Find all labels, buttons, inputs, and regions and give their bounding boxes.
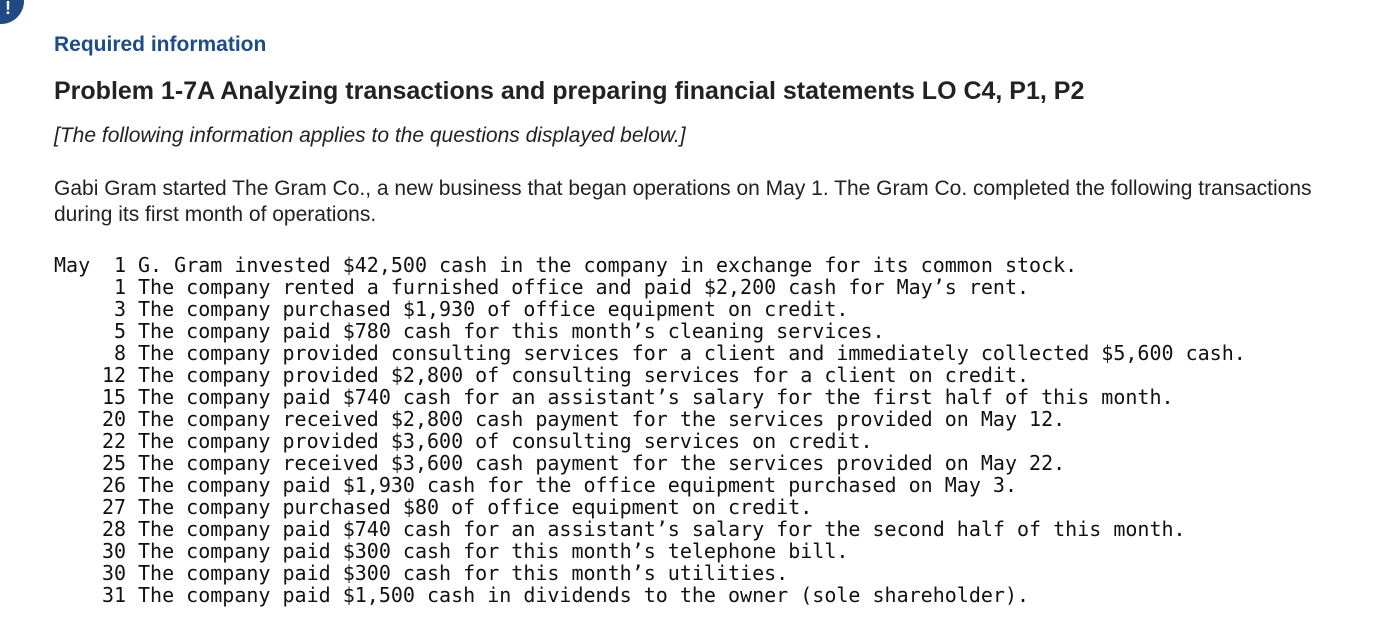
transaction-row — [54, 364, 1246, 386]
transaction-text: The company paid $740 cash for an assistant’s salary for the first half of this month. — [138, 385, 1174, 409]
transaction-text: The company rented a furnished office and paid $2,200 cash for May’s rent. — [138, 275, 1030, 299]
transaction-row — [54, 254, 1246, 276]
transaction-text: G. Gram invested $42,500 cash in the company in exchange for its common stock. — [138, 253, 1078, 277]
transaction-text: The company provided $3,600 of consulting services on credit. — [138, 429, 873, 453]
transaction-text: The company purchased $1,930 of office equipment on credit. — [138, 297, 849, 321]
transaction-row — [54, 342, 1246, 364]
intro-paragraph: Gabi Gram started The Gram Co., a new business that began operations on May 1. The Gram Co. completed the following transactions during its first month of operations. — [54, 177, 1312, 226]
transaction-text: The company paid $300 cash for this month’s telephone bill. — [138, 539, 849, 563]
transaction-text: The company purchased $80 of office equipment on credit. — [138, 495, 813, 519]
problem-title: Problem 1-7A Analyzing transactions and preparing financial statements LO C4, P1, P2 — [54, 77, 1085, 105]
transaction-day: 20 — [102, 407, 127, 431]
transaction-row — [54, 518, 1246, 540]
applies-note: [The following information applies to the questions displayed below.] — [54, 124, 686, 147]
transaction-row — [54, 320, 1246, 342]
transaction-day: 30 — [102, 561, 127, 585]
transaction-day: 1 — [113, 253, 126, 277]
transaction-list — [54, 254, 1246, 606]
transaction-day: 8 — [113, 341, 126, 365]
transaction-text: The company provided consulting services for a client and immediately collected $5,600 cash. — [138, 341, 1246, 365]
transaction-month: May — [54, 253, 91, 277]
transaction-day: 3 — [113, 297, 126, 321]
transaction-day: 12 — [102, 363, 127, 387]
transaction-text: The company paid $740 cash for an assistant’s salary for the second half of this month. — [138, 517, 1186, 541]
transaction-text: The company received $2,800 cash payment for the services provided on May 12. — [138, 407, 1066, 431]
transaction-row — [54, 452, 1246, 474]
transaction-text: The company paid $1,500 cash in dividends to the owner (sole shareholder). — [138, 583, 1030, 607]
transaction-row — [54, 584, 1246, 606]
alert-icon: ! — [0, 0, 24, 24]
transaction-day: 30 — [102, 539, 127, 563]
transaction-day: 15 — [102, 385, 127, 409]
transaction-row — [54, 562, 1246, 584]
transaction-text: The company provided $2,800 of consulting services for a client on credit. — [138, 363, 1030, 387]
transaction-day: 1 — [113, 275, 126, 299]
transaction-text: The company paid $300 cash for this month’s utilities. — [138, 561, 789, 585]
transaction-day: 28 — [102, 517, 127, 541]
transaction-text: The company received $3,600 cash payment for the services provided on May 22. — [138, 451, 1066, 475]
transaction-day: 5 — [113, 319, 126, 343]
transaction-day: 31 — [102, 583, 127, 607]
transaction-text: The company paid $780 cash for this month’s cleaning services. — [138, 319, 885, 343]
transaction-row — [54, 496, 1246, 518]
transaction-row — [54, 276, 1246, 298]
transaction-row — [54, 408, 1246, 430]
required-information-heading: Required information — [54, 33, 267, 56]
transaction-day: 25 — [102, 451, 127, 475]
transaction-row — [54, 298, 1246, 320]
transaction-row — [54, 430, 1246, 452]
transaction-row — [54, 540, 1246, 562]
transaction-text: The company paid $1,930 cash for the office equipment purchased on May 3. — [138, 473, 1017, 497]
transaction-day: 22 — [102, 429, 127, 453]
transaction-day: 27 — [102, 495, 127, 519]
transaction-row — [54, 386, 1246, 408]
transaction-day: 26 — [102, 473, 127, 497]
transaction-row — [54, 474, 1246, 496]
